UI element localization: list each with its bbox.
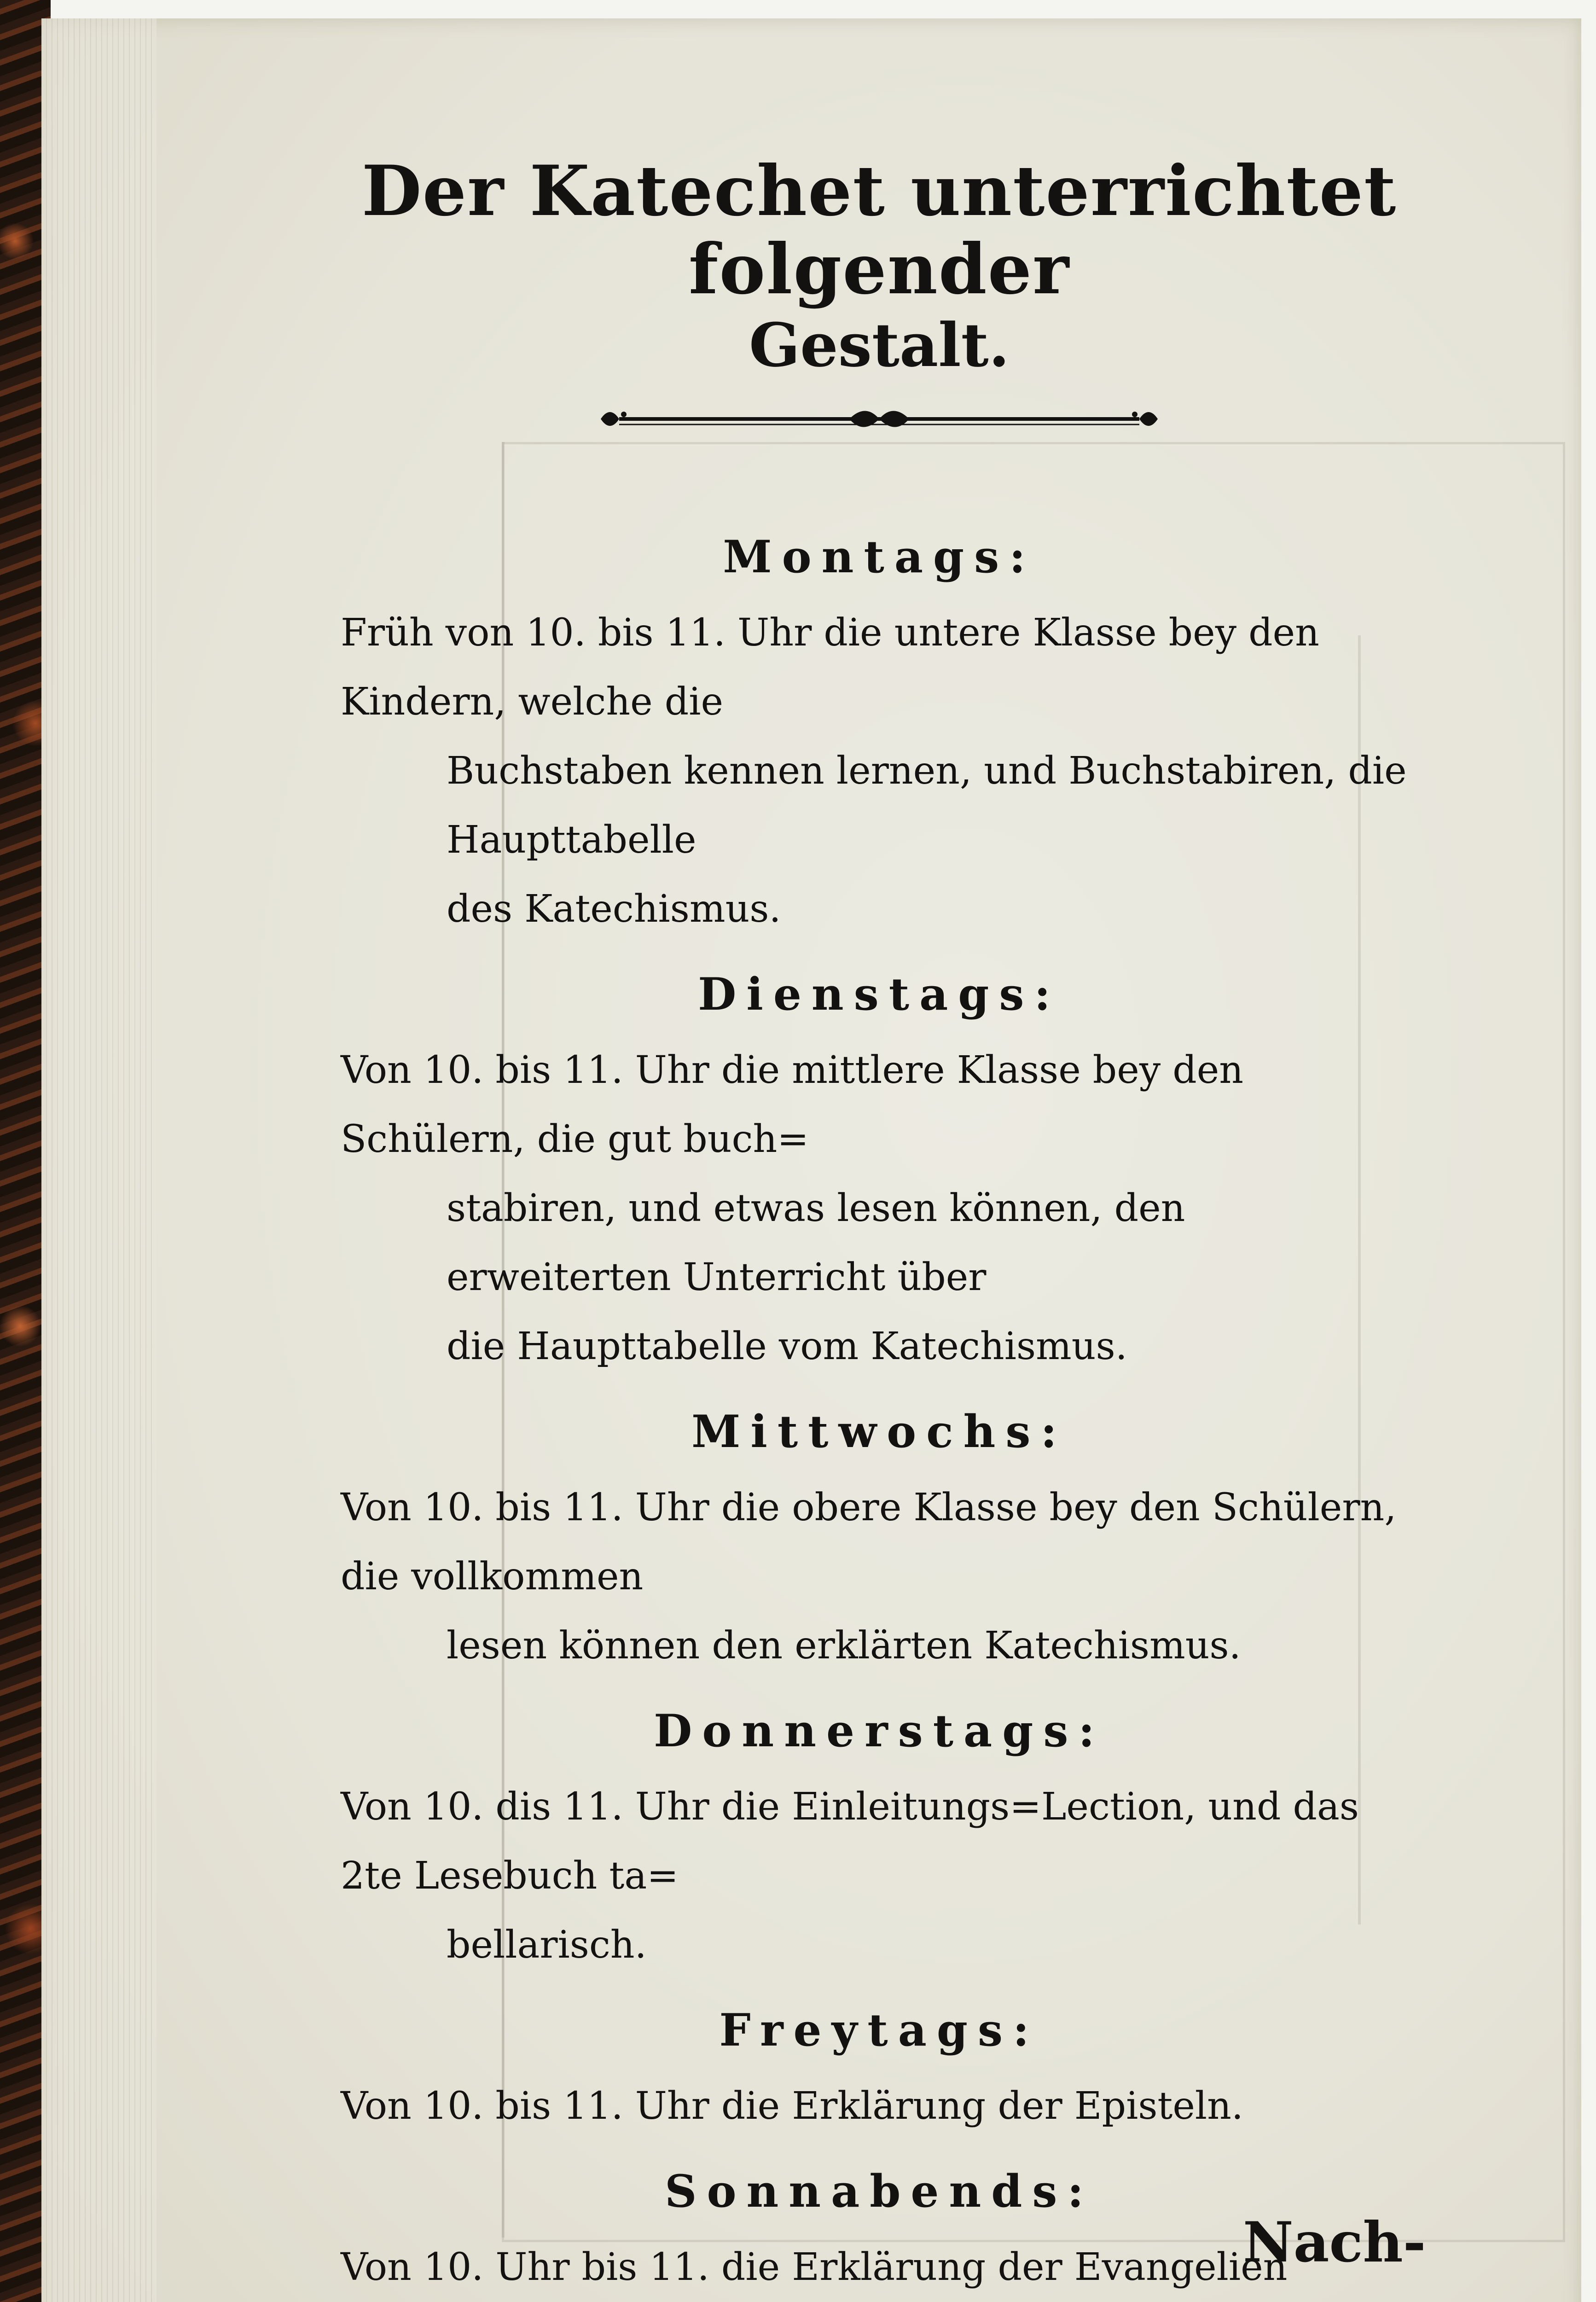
entry-text: stabiren, und etwas lesen können, den erweiterten Unterricht über: [447, 1186, 1185, 1299]
entry-text: Früh von 10. bis 11. Uhr die untere Klasse bey den Kindern, welche die: [341, 611, 1319, 724]
entry-line: [341, 1473, 1418, 1611]
entry-line: [341, 1174, 1418, 1312]
entry-text: Von 10. dis 11. Uhr die Einleitungs=Lection, und das 2te Lesebuch ta=: [341, 1785, 1359, 1898]
day-heading-freytags: Freytags:: [719, 2004, 1039, 2056]
entry-text: des Katechismus.: [447, 887, 781, 931]
entry-line: [341, 737, 1418, 875]
page-title-continued: Gestalt.: [749, 310, 1010, 380]
page-edges: [41, 18, 157, 2302]
entry-text: Buchstaben kennen lernen, und Buchstabiren, die Haupttabelle: [447, 749, 1407, 862]
entry-text: die Haupttabelle vom Katechismus.: [447, 1325, 1127, 1368]
page-title: Der Katechet unterrichtet folgender: [361, 151, 1397, 310]
entry-line: [341, 1911, 1418, 1980]
day-heading-sonnabends: Sonnabends:: [665, 2165, 1094, 2217]
ornament-divider: [592, 401, 1167, 437]
entry-line: [341, 2072, 1418, 2141]
entry-line: [341, 1312, 1418, 1381]
entry-text: lesen können den erklärten Katechismus.: [447, 1624, 1241, 1668]
entry-line: [341, 1036, 1418, 1174]
entry-line: [341, 875, 1418, 944]
entry-line: [341, 1773, 1418, 1911]
day-heading-dienstags: Dienstags:: [698, 968, 1061, 1020]
entry-text: bellarisch.: [447, 1923, 647, 1967]
day-heading-montags: Montags:: [723, 531, 1036, 583]
day-heading-donnerstags: Donnerstags:: [654, 1705, 1105, 1757]
entry-text: Von 10. bis 11. Uhr die Erklärung der Episteln.: [341, 2084, 1243, 2128]
entry-line: [341, 1611, 1418, 1680]
entry-text: Von 10. bis 11. Uhr die obere Klasse bey den Schülern, die vollkommen: [341, 1486, 1397, 1599]
catchword: Nach-: [1243, 2210, 1426, 2275]
page-content: [341, 152, 1418, 2302]
entry-text: Von 10. bis 11. Uhr die mittlere Klasse bey den Schülern, die gut buch=: [341, 1048, 1244, 1161]
entry-text: Von 10. Uhr bis 11. die Erklärung der Evangelien: [341, 2245, 1288, 2289]
entry-line: [341, 599, 1418, 737]
day-heading-mittwochs: Mittwochs:: [691, 1406, 1067, 1458]
